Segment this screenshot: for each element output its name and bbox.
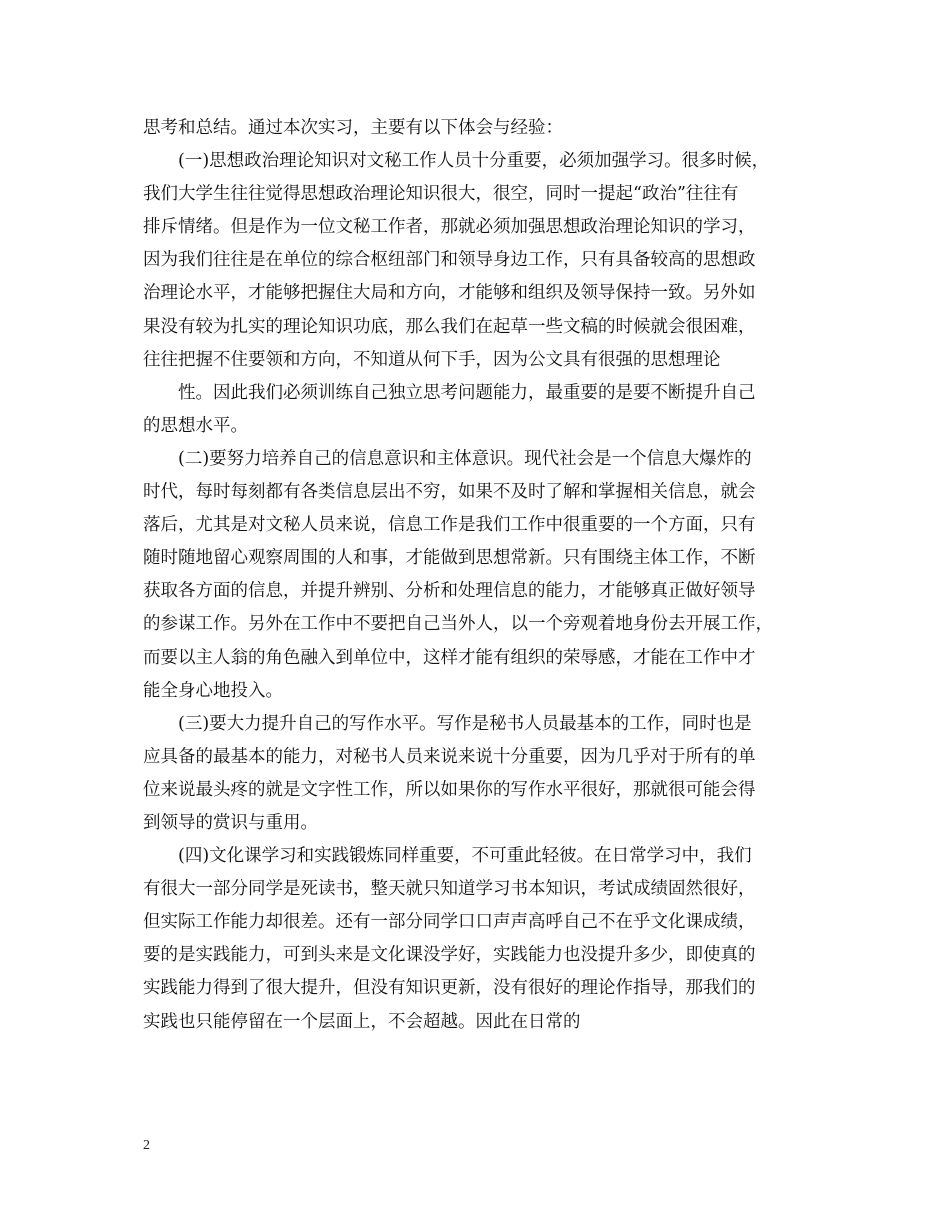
text-line: 随时随地留心观察周围的人和事，才能做到思想常新。只有围绕主体工作，不断 bbox=[143, 548, 756, 569]
paragraph-section-2 bbox=[143, 443, 811, 708]
text-line: 实践能力得到了很大提升，但没有知识更新，没有很好的理论作指导，那我们的 bbox=[143, 978, 756, 999]
text-line: 实践也只能停留在一个层面上，不会超越。因此在日常的 bbox=[143, 1011, 581, 1032]
page-number: 2 bbox=[143, 1138, 150, 1153]
text-line: 应具备的最基本的能力，对秘书人员来说来说十分重要，因为几乎对于所有的单 bbox=[143, 746, 756, 767]
text-line: 往往把握不住要领和方向，不知道从何下手，因为公文具有很强的思想理论 bbox=[143, 349, 721, 370]
text-line: 思考和总结。通过本次实习，主要有以下体会与经验： bbox=[143, 118, 563, 138]
text-line: (二)要努力培养自己的信息意识和主体意识。现代社会是一个信息大爆炸的 bbox=[178, 448, 752, 469]
text-line: (三)要大力提升自己的写作水平。写作是秘书人员最基本的工作，同时也是 bbox=[178, 713, 752, 734]
text-line: 落后，尤其是对文秘人员来说，信息工作是我们工作中很重要的一个方面，只有 bbox=[143, 515, 756, 536]
paragraph-intro bbox=[143, 112, 811, 145]
text-line: 因为我们往往是在单位的综合枢纽部门和领导身边工作，只有具备较高的思想政 bbox=[143, 250, 756, 271]
text-line: 有很大一部分同学是死读书，整天就只知道学习书本知识，考试成绩固然很好， bbox=[143, 879, 756, 900]
text-line: 获取各方面的信息，并提升辨别、分析和处理信息的能力，才能够真正做好领导 bbox=[143, 581, 756, 602]
text-line: 的思想水平。 bbox=[143, 415, 248, 436]
text-line: 治理论水平，才能够把握住大局和方向，才能够和组织及领导保持一致。另外如 bbox=[143, 283, 756, 304]
text-line: 到领导的赏识与重用。 bbox=[143, 812, 318, 833]
text-line: 的参谋工作。另外在工作中不要把自己当外人，以一个旁观着地身份去开展工作， bbox=[143, 614, 773, 635]
text-line: 能全身心地投入。 bbox=[143, 680, 283, 701]
paragraph-section-1 bbox=[143, 145, 811, 377]
document-body bbox=[143, 112, 811, 1039]
text-line: 而要以主人翁的角色融入到单位中，这样才能有组织的荣辱感，才能在工作中才 bbox=[143, 647, 756, 668]
text-line: 位来说最头疼的就是文字性工作，所以如果你的写作水平很好，那就很可能会得 bbox=[143, 779, 756, 800]
text-line: 要的是实践能力，可到头来是文化课没学好，实践能力也没提升多少，即使真的 bbox=[143, 945, 756, 966]
text-line: 时代，每时每刻都有各类信息层出不穷，如果不及时了解和掌握相关信息，就会 bbox=[143, 482, 756, 503]
paragraph-section-1-continued bbox=[143, 377, 811, 443]
text-line: 但实际工作能力却很差。还有一部分同学口口声声高呼自己不在乎文化课成绩， bbox=[143, 912, 756, 933]
text-line: (一)思想政治理论知识对文秘工作人员十分重要，必须加强学习。很多时候， bbox=[178, 151, 770, 172]
text-line: 果没有较为扎实的理论知识功底，那么我们在起草一些文稿的时候就会很困难， bbox=[143, 316, 756, 337]
text-line: 性。因此我们必须训练自己独立思考问题能力，最重要的是要不断提升自己 bbox=[178, 382, 756, 403]
paragraph-section-3 bbox=[143, 708, 811, 840]
text-line: 排斥情绪。但是作为一位文秘工作者，那就必须加强思想政治理论知识的学习， bbox=[143, 217, 756, 238]
text-line: 我们大学生往往觉得思想政治理论知识很大，很空，同时一提起“政治”往往有 bbox=[143, 184, 739, 205]
paragraph-section-4 bbox=[143, 840, 811, 1039]
text-line: (四)文化课学习和实践锻炼同样重要，不可重此轻彼。在日常学习中，我们 bbox=[178, 846, 752, 867]
